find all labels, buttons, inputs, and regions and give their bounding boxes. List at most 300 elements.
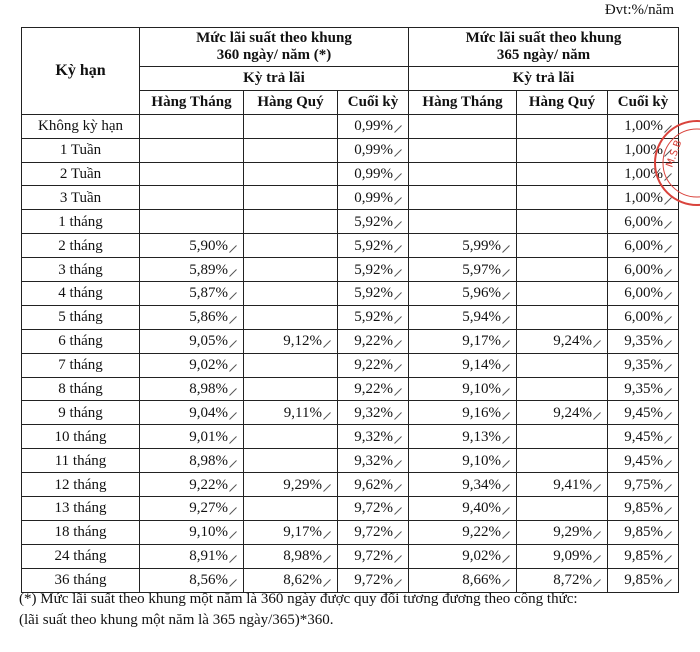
cell-monthly-360 — [140, 425, 244, 449]
rate-value: 9,32% — [354, 404, 393, 421]
rate-value: 5,92% — [354, 237, 393, 254]
bank-stamp — [652, 118, 700, 208]
rate-value: 6,00% — [624, 285, 663, 302]
cell-end-365 — [608, 449, 679, 473]
term-cell: 1 tháng — [22, 210, 140, 234]
check-mark-icon — [394, 149, 402, 157]
rate-value: 9,14% — [462, 357, 501, 374]
rate-value: 9,22% — [354, 333, 393, 350]
check-mark-icon — [229, 388, 237, 396]
rate-value: 9,72% — [354, 524, 393, 541]
check-mark-icon — [502, 484, 510, 492]
cell-monthly-360 — [140, 544, 244, 568]
cell-quarterly-365 — [517, 162, 608, 186]
rate-value: 5,99% — [462, 237, 501, 254]
check-mark-icon — [593, 340, 601, 348]
group-365-header — [409, 28, 679, 67]
cell-monthly-365 — [409, 377, 517, 401]
cell-monthly-360 — [140, 449, 244, 473]
check-mark-icon — [394, 579, 402, 587]
term-cell: 1 Tuần — [22, 138, 140, 162]
check-mark-icon — [664, 292, 672, 300]
rate-value: 9,16% — [462, 404, 501, 421]
cell-end-360 — [338, 305, 409, 329]
term-cell: 5 tháng — [22, 305, 140, 329]
check-mark-icon — [323, 579, 331, 587]
cell-quarterly-365 — [517, 329, 608, 353]
check-mark-icon — [502, 531, 510, 539]
rate-value: 5,96% — [462, 285, 501, 302]
check-mark-icon — [229, 364, 237, 372]
check-mark-icon — [394, 340, 402, 348]
cell-quarterly-360 — [244, 449, 338, 473]
check-mark-icon — [394, 364, 402, 372]
rate-value: 6,00% — [624, 237, 663, 254]
table-row — [22, 114, 679, 138]
table-row — [22, 401, 679, 425]
cell-monthly-360 — [140, 234, 244, 258]
cell-quarterly-360 — [244, 305, 338, 329]
check-mark-icon — [664, 555, 672, 563]
cell-quarterly-360 — [244, 497, 338, 521]
check-mark-icon — [664, 364, 672, 372]
check-mark-icon — [502, 292, 510, 300]
rate-value: 1,00% — [624, 189, 663, 206]
rate-value: 9,22% — [189, 476, 228, 493]
rate-value: 9,01% — [189, 428, 228, 445]
term-cell: 11 tháng — [22, 449, 140, 473]
cell-quarterly-360 — [244, 234, 338, 258]
term-cell: 3 Tuần — [22, 186, 140, 210]
cell-end-365 — [608, 473, 679, 497]
check-mark-icon — [664, 412, 672, 420]
check-mark-icon — [229, 316, 237, 324]
cell-quarterly-365 — [517, 544, 608, 568]
cell-end-360 — [338, 353, 409, 377]
table-row — [22, 425, 679, 449]
check-mark-icon — [664, 388, 672, 396]
table-row — [22, 497, 679, 521]
cell-end-365 — [608, 329, 679, 353]
check-mark-icon — [664, 269, 672, 277]
rate-value: 9,24% — [553, 404, 592, 421]
check-mark-icon — [664, 507, 672, 515]
cell-monthly-365 — [409, 497, 517, 521]
group-365-line1: Mức lãi suất theo khung — [465, 30, 622, 46]
rate-value: 9,40% — [462, 500, 501, 517]
term-cell: 18 tháng — [22, 520, 140, 544]
rate-value: 8,56% — [189, 572, 228, 589]
cell-quarterly-360 — [244, 520, 338, 544]
cell-quarterly-360 — [244, 114, 338, 138]
cell-end-360 — [338, 497, 409, 521]
term-cell: 2 Tuần — [22, 162, 140, 186]
cell-quarterly-365 — [517, 497, 608, 521]
cell-end-360 — [338, 401, 409, 425]
check-mark-icon — [664, 460, 672, 468]
check-mark-icon — [394, 221, 402, 229]
cell-quarterly-365 — [517, 520, 608, 544]
cell-quarterly-360 — [244, 473, 338, 497]
cell-monthly-360 — [140, 186, 244, 210]
cell-monthly-365 — [409, 210, 517, 234]
cell-end-365 — [608, 377, 679, 401]
cell-monthly-360 — [140, 138, 244, 162]
cell-monthly-360 — [140, 473, 244, 497]
cell-monthly-360 — [140, 258, 244, 282]
cell-quarterly-365 — [517, 473, 608, 497]
cell-quarterly-365 — [517, 138, 608, 162]
table-row — [22, 473, 679, 497]
cell-monthly-365 — [409, 353, 517, 377]
cell-monthly-360 — [140, 114, 244, 138]
table-row — [22, 210, 679, 234]
cell-monthly-360 — [140, 497, 244, 521]
cell-end-365 — [608, 210, 679, 234]
table-row — [22, 377, 679, 401]
rate-value: 8,72% — [553, 572, 592, 589]
cell-end-360 — [338, 186, 409, 210]
cell-end-360 — [338, 114, 409, 138]
cell-end-360 — [338, 329, 409, 353]
check-mark-icon — [664, 436, 672, 444]
check-mark-icon — [229, 340, 237, 348]
rate-value: 9,75% — [624, 476, 663, 493]
check-mark-icon — [394, 555, 402, 563]
cell-quarterly-365 — [517, 210, 608, 234]
cell-end-365 — [608, 401, 679, 425]
footnote-line1: (*) Mức lãi suất theo khung một năm là 360 ngày được quy đổi tương đương theo công thức: — [19, 591, 578, 607]
cell-quarterly-360 — [244, 258, 338, 282]
cell-quarterly-360 — [244, 401, 338, 425]
check-mark-icon — [664, 221, 672, 229]
col-quarterly-365: Hàng Quý — [517, 90, 608, 114]
rate-value: 9,22% — [354, 381, 393, 398]
check-mark-icon — [502, 436, 510, 444]
cell-end-365 — [608, 282, 679, 306]
rate-value: 1,00% — [624, 166, 663, 182]
rate-value: 5,92% — [354, 213, 393, 230]
check-mark-icon — [502, 388, 510, 396]
cell-end-360 — [338, 234, 409, 258]
col-quarterly-360: Hàng Quý — [244, 90, 338, 114]
rate-value: 9,85% — [624, 524, 663, 541]
rate-table-body — [22, 114, 679, 592]
cell-monthly-365 — [409, 329, 517, 353]
check-mark-icon — [664, 245, 672, 253]
rate-value: 1,00% — [624, 118, 663, 135]
table-row — [22, 353, 679, 377]
rate-value: 8,98% — [189, 381, 228, 398]
cell-end-360 — [338, 258, 409, 282]
cell-end-360 — [338, 449, 409, 473]
table-row — [22, 138, 679, 162]
cell-monthly-365 — [409, 449, 517, 473]
check-mark-icon — [323, 340, 331, 348]
rate-value: 6,00% — [624, 261, 663, 278]
cell-quarterly-365 — [517, 377, 608, 401]
term-cell: 24 tháng — [22, 544, 140, 568]
group-360-line2: 360 ngày/ năm (*) — [216, 47, 332, 63]
cell-monthly-365 — [409, 186, 517, 210]
check-mark-icon — [502, 555, 510, 563]
check-mark-icon — [593, 555, 601, 563]
check-mark-icon — [323, 531, 331, 539]
check-mark-icon — [229, 269, 237, 277]
check-mark-icon — [323, 412, 331, 420]
rate-value: 9,72% — [354, 500, 393, 517]
stamp-seal-icon — [652, 118, 700, 208]
rate-value: 9,41% — [553, 476, 592, 493]
rate-value: 9,10% — [462, 452, 501, 469]
rate-value: 9,17% — [283, 524, 322, 541]
check-mark-icon — [229, 555, 237, 563]
table-row — [22, 305, 679, 329]
term-cell: 13 tháng — [22, 497, 140, 521]
cell-monthly-365 — [409, 425, 517, 449]
cell-quarterly-365 — [517, 401, 608, 425]
cell-end-365 — [608, 234, 679, 258]
svg-text:M.S.B: M.S.B — [664, 138, 685, 170]
cell-quarterly-365 — [517, 305, 608, 329]
cell-monthly-365 — [409, 114, 517, 138]
cell-quarterly-365 — [517, 449, 608, 473]
rate-value: 9,22% — [462, 524, 501, 541]
rate-value: 9,12% — [283, 333, 322, 350]
rate-value: 6,00% — [624, 309, 663, 326]
cell-monthly-360 — [140, 305, 244, 329]
cell-end-360 — [338, 138, 409, 162]
check-mark-icon — [394, 531, 402, 539]
check-mark-icon — [593, 579, 601, 587]
cell-end-365 — [608, 305, 679, 329]
cell-quarterly-360 — [244, 138, 338, 162]
rate-value: 9,35% — [624, 357, 663, 374]
term-cell: 12 tháng — [22, 473, 140, 497]
cell-quarterly-360 — [244, 162, 338, 186]
check-mark-icon — [664, 579, 672, 587]
cell-quarterly-365 — [517, 258, 608, 282]
cell-end-360 — [338, 282, 409, 306]
cell-end-360 — [338, 473, 409, 497]
check-mark-icon — [593, 531, 601, 539]
rate-value: 9,45% — [624, 452, 663, 469]
term-cell: Không kỳ hạn — [22, 114, 140, 138]
cell-monthly-365 — [409, 258, 517, 282]
unit-label: Đvt:%/năm — [604, 2, 674, 18]
rate-value: 5,92% — [354, 309, 393, 326]
check-mark-icon — [394, 436, 402, 444]
table-row — [22, 186, 679, 210]
rate-value: 5,92% — [354, 285, 393, 302]
cell-monthly-360 — [140, 353, 244, 377]
check-mark-icon — [229, 412, 237, 420]
check-mark-icon — [502, 507, 510, 515]
cell-quarterly-360 — [244, 377, 338, 401]
cell-quarterly-360 — [244, 329, 338, 353]
table-row — [22, 544, 679, 568]
cell-end-365 — [608, 544, 679, 568]
cell-monthly-360 — [140, 162, 244, 186]
table-row — [22, 234, 679, 258]
rate-value: 9,11% — [283, 404, 322, 421]
rate-value: 5,86% — [189, 309, 228, 326]
check-mark-icon — [664, 340, 672, 348]
cell-monthly-365 — [409, 138, 517, 162]
cell-quarterly-365 — [517, 353, 608, 377]
cell-end-360 — [338, 377, 409, 401]
rate-value: 9,09% — [553, 548, 592, 565]
rate-value: 5,90% — [189, 237, 228, 254]
term-cell: 36 tháng — [22, 568, 140, 592]
cell-monthly-360 — [140, 520, 244, 544]
cell-monthly-365 — [409, 282, 517, 306]
rate-value: 9,34% — [462, 476, 501, 493]
rate-value: 9,13% — [462, 428, 501, 445]
rate-value: 9,45% — [624, 404, 663, 421]
rate-value: 9,72% — [354, 548, 393, 565]
check-mark-icon — [323, 484, 331, 492]
rate-value: 9,35% — [624, 381, 663, 398]
rate-value: 9,02% — [189, 357, 228, 374]
term-cell: 10 tháng — [22, 425, 140, 449]
col-end-360: Cuối kỳ — [338, 90, 409, 114]
term-cell: 8 tháng — [22, 377, 140, 401]
rate-value: 8,66% — [462, 572, 501, 589]
check-mark-icon — [394, 197, 402, 205]
cell-monthly-360 — [140, 401, 244, 425]
check-mark-icon — [229, 579, 237, 587]
cell-end-365 — [608, 258, 679, 282]
rate-value: 0,99% — [354, 142, 393, 159]
term-cell: 9 tháng — [22, 401, 140, 425]
cell-end-360 — [338, 425, 409, 449]
rate-value: 8,62% — [283, 572, 322, 589]
cell-end-365 — [608, 497, 679, 521]
cell-end-360 — [338, 162, 409, 186]
rate-value: 9,10% — [462, 381, 501, 398]
payment-period-header-360: Kỳ trả lãi — [140, 67, 409, 91]
table-row — [22, 329, 679, 353]
cell-monthly-365 — [409, 162, 517, 186]
check-mark-icon — [394, 245, 402, 253]
check-mark-icon — [502, 412, 510, 420]
cell-quarterly-360 — [244, 282, 338, 306]
term-cell: 2 tháng — [22, 234, 140, 258]
check-mark-icon — [229, 531, 237, 539]
check-mark-icon — [323, 555, 331, 563]
check-mark-icon — [229, 245, 237, 253]
term-header: Kỳ hạn — [22, 28, 140, 115]
check-mark-icon — [394, 292, 402, 300]
check-mark-icon — [394, 269, 402, 277]
rate-value: 9,29% — [283, 476, 322, 493]
check-mark-icon — [394, 125, 402, 133]
cell-end-365 — [608, 353, 679, 377]
group-360-line1: Mức lãi suất theo khung — [196, 30, 352, 46]
rate-value: 9,45% — [624, 428, 663, 445]
cell-monthly-365 — [409, 520, 517, 544]
rate-value: 0,99% — [354, 166, 393, 182]
cell-end-365 — [608, 568, 679, 592]
rate-value: 9,29% — [553, 524, 592, 541]
check-mark-icon — [229, 507, 237, 515]
rate-value: 8,91% — [189, 548, 228, 565]
rate-value: 9,35% — [624, 333, 663, 350]
rate-value: 8,98% — [283, 548, 322, 565]
check-mark-icon — [664, 531, 672, 539]
cell-end-360 — [338, 544, 409, 568]
cell-monthly-360 — [140, 329, 244, 353]
rate-value: 9,85% — [624, 500, 663, 517]
rate-value: 9,85% — [624, 572, 663, 589]
rate-value: 8,98% — [189, 452, 228, 469]
interest-rate-table — [21, 27, 679, 593]
col-monthly-365: Hàng Tháng — [409, 90, 517, 114]
rate-value: 5,92% — [354, 261, 393, 278]
cell-quarterly-360 — [244, 353, 338, 377]
col-end-365: Cuối kỳ — [608, 90, 679, 114]
rate-value: 5,87% — [189, 285, 228, 302]
table-row — [22, 258, 679, 282]
cell-monthly-365 — [409, 234, 517, 258]
check-mark-icon — [394, 173, 402, 181]
cell-quarterly-365 — [517, 114, 608, 138]
cell-monthly-360 — [140, 377, 244, 401]
rate-value: 5,94% — [462, 309, 501, 326]
rate-value: 9,10% — [189, 524, 228, 541]
check-mark-icon — [394, 316, 402, 324]
rate-value: 0,99% — [354, 189, 393, 206]
group-360-header — [140, 28, 409, 67]
cell-end-365 — [608, 425, 679, 449]
footnote-line2: (lãi suất theo khung một năm là 365 ngày/365)*360. — [19, 612, 334, 628]
check-mark-icon — [229, 436, 237, 444]
col-monthly-360: Hàng Tháng — [140, 90, 244, 114]
cell-end-360 — [338, 520, 409, 544]
cell-quarterly-365 — [517, 186, 608, 210]
cell-monthly-360 — [140, 282, 244, 306]
check-mark-icon — [502, 364, 510, 372]
cell-quarterly-365 — [517, 282, 608, 306]
rate-value: 5,97% — [462, 261, 501, 278]
payment-period-header-365: Kỳ trả lãi — [409, 67, 679, 91]
check-mark-icon — [394, 388, 402, 396]
check-mark-icon — [593, 484, 601, 492]
rate-value: 9,62% — [354, 476, 393, 493]
rate-value: 5,89% — [189, 261, 228, 278]
footnote — [19, 589, 578, 631]
rate-value: 9,32% — [354, 452, 393, 469]
check-mark-icon — [394, 460, 402, 468]
check-mark-icon — [664, 484, 672, 492]
check-mark-icon — [229, 292, 237, 300]
rate-value: 9,85% — [624, 548, 663, 565]
rate-value: 9,02% — [462, 548, 501, 565]
rate-value: 9,72% — [354, 572, 393, 589]
check-mark-icon — [394, 412, 402, 420]
cell-quarterly-360 — [244, 210, 338, 234]
term-cell: 6 tháng — [22, 329, 140, 353]
term-cell: 7 tháng — [22, 353, 140, 377]
cell-end-365 — [608, 520, 679, 544]
cell-quarterly-360 — [244, 544, 338, 568]
check-mark-icon — [394, 484, 402, 492]
check-mark-icon — [664, 316, 672, 324]
check-mark-icon — [593, 412, 601, 420]
rate-value: 0,99% — [354, 118, 393, 135]
cell-monthly-365 — [409, 473, 517, 497]
